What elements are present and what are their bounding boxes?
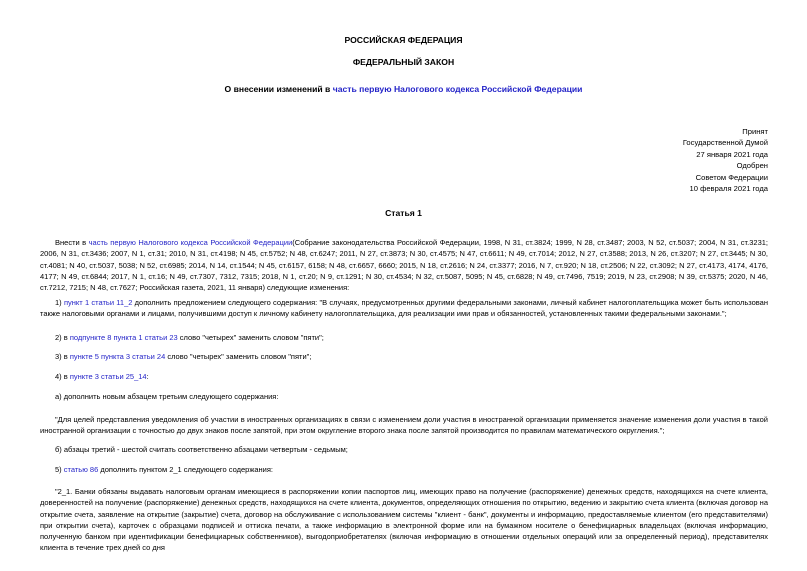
- item-2-link[interactable]: подпункте 8 пункта 1 статьи 23: [69, 333, 178, 342]
- item-1-link[interactable]: пункт 1 статьи 11_2: [63, 298, 133, 307]
- intro-rest: (Собрание законодательства Российской Федерации, 1998, N 31, ст.3824; 1999, N 28, ст.3487; 2003, N 52, ст.5037; 2004, N 31, ст.3231; 2006, N 31, ст.3436; 2007, N 1, ст.31; 2010, N 31, ст.4198; N 45, ст.5752; N 48, ст.6247; 2011, N 27, ст.3873; N 30, ст.4575; N 47, ст.6611; N 49, ст.7014; 2012, N 27, ст.3588; 2013, N 26, ст.3207; N 27, ст.3445; N 30, ст.4081; N 40, ст.5037, 5038; N 52, ст.6985; 2014, N 14, ст.1544; N 45, ст.6157, 6158; N 48, ст.6657, 6660; 2015, N 18, ст.2616; N 24, ст.3377; 2016, N 7, ст.920; N 18, ст.2506; N 22, ст.3092; N 27, ст.4173, 4174, 4176, 4177; N 49, ст.6844; 2017, N 1, ст.16; N 49, ст.7307, 7312, 7315; 2018, N 1, ст.20; N 9, ст.1291; N 30, ст.4534; N 32, ст.5087, 5095; N 45, ст.6828; N 49, ст.7496, 7519; 2019, N 23, ст.2908; N 39, ст.5375; 2020, N 46, ст.7212, 7215; N 48, ст.7627; Российская газета, 2021, 11 января) следующие изменения:: [40, 238, 768, 293]
- approved-label: Одобрен: [736, 161, 768, 171]
- item-4-rest: :: [146, 372, 149, 381]
- item-3-link[interactable]: пункте 5 пункта 3 статьи 24: [69, 352, 166, 361]
- item-4-prefix: 4) в: [55, 372, 70, 381]
- tax-code-link[interactable]: часть первую Налогового кодекса Российской Федерации: [332, 84, 583, 94]
- quote-1: "Для целей представления уведомления об участии в иностранных организациях в связи с изменением доли участия в иностранной организации применяется значение изменения доли участия в такой иностранной организации с точностью до двух знаков после запятой, при этом округление второго знака после запятой производится по правилам математического округления.";: [40, 415, 768, 436]
- council-date: 10 февраля 2021 года: [689, 184, 768, 194]
- sub-item-b: б) абзацы третий - шестой считать соответственно абзацами четвертым - седьмым;: [55, 445, 348, 454]
- item-1-prefix: 1): [55, 298, 64, 307]
- law-type-heading: ФЕДЕРАЛЬНЫЙ ЗАКОН: [352, 57, 455, 67]
- item-1: [40, 297, 768, 320]
- item-4: [55, 371, 768, 382]
- intro-paragraph: [40, 237, 768, 293]
- country-heading: РОССИЙСКАЯ ФЕДЕРАЦИЯ: [344, 35, 463, 45]
- quote-2: "2_1. Банки обязаны выдавать налоговым органам имеющиеся в распоряжении копии паспортов лиц, имеющих право на получение (распоряжение) денежных средств, находящихся на счете клиента, доверенностей на получение (распоряжение) денежных средств, находящихся на счете клиента, документов, определяющих отношения по открытию, ведению и закрытию счета клиента (включая договор на открытие счета, заявление на открытие (закрытие) счета, договор на обслуживание с использованием системы "клиент - банк", документы и информацию, предоставляемые клиентом (его представителями) при открытии счета), карточек с образцами подписей и оттиска печати, а также информацию в электронной форме или на бумажном носителе о бенефициарных владельцах (включая информацию, полученную банком при идентификации бенефициарных собственников), выгодоприобретателях (включая информацию в отношении отдельных операций или за определенный период), представителях клиента в течение трех дней со дня: [40, 487, 768, 553]
- intro-tax-code-link[interactable]: часть первую Налогового кодекса Российской Федерации: [88, 238, 293, 247]
- item-4-link[interactable]: пункте 3 статьи 25_14: [69, 372, 147, 381]
- duma-date: 27 января 2021 года: [696, 149, 768, 159]
- intro-prefix: Внести в: [55, 238, 89, 247]
- law-title: [0, 84, 807, 94]
- item-5-prefix: 5): [55, 465, 64, 474]
- item-1-rest: дополнить предложением следующего содержания: "В случаях, предусмотренных другими федеральными законами, личный кабинет налогоплательщика может быть использован также налоговыми органами и лицами, получившими доступ к личному кабинету налогоплательщика, для реализации ими прав и обязанностей, установленных такими федеральными законами.";: [40, 298, 768, 319]
- item-5: [55, 464, 768, 475]
- item-2: [55, 332, 768, 343]
- item-3-rest: слово "четырех" заменить словом "пяти";: [165, 352, 312, 361]
- item-2-prefix: 2) в: [55, 333, 70, 342]
- item-2-rest: слово "четырех" заменить словом "пяти";: [177, 333, 324, 342]
- item-3-prefix: 3) в: [55, 352, 70, 361]
- item-3: [55, 351, 768, 362]
- sub-item-a: а) дополнить новым абзацем третьим следующего содержания:: [55, 392, 279, 401]
- adoption-block: [683, 126, 768, 194]
- item-5-link[interactable]: статью 86: [63, 465, 99, 474]
- item-5-rest: дополнить пунктом 2_1 следующего содержания:: [98, 465, 273, 474]
- adopted-label: Принят: [742, 127, 768, 136]
- state-duma-label: Государственной Думой: [682, 138, 768, 148]
- federation-council-label: Советом Федерации: [695, 172, 768, 182]
- law-title-prefix: О внесении изменений в: [224, 84, 333, 94]
- article-heading: Статья 1: [385, 208, 422, 218]
